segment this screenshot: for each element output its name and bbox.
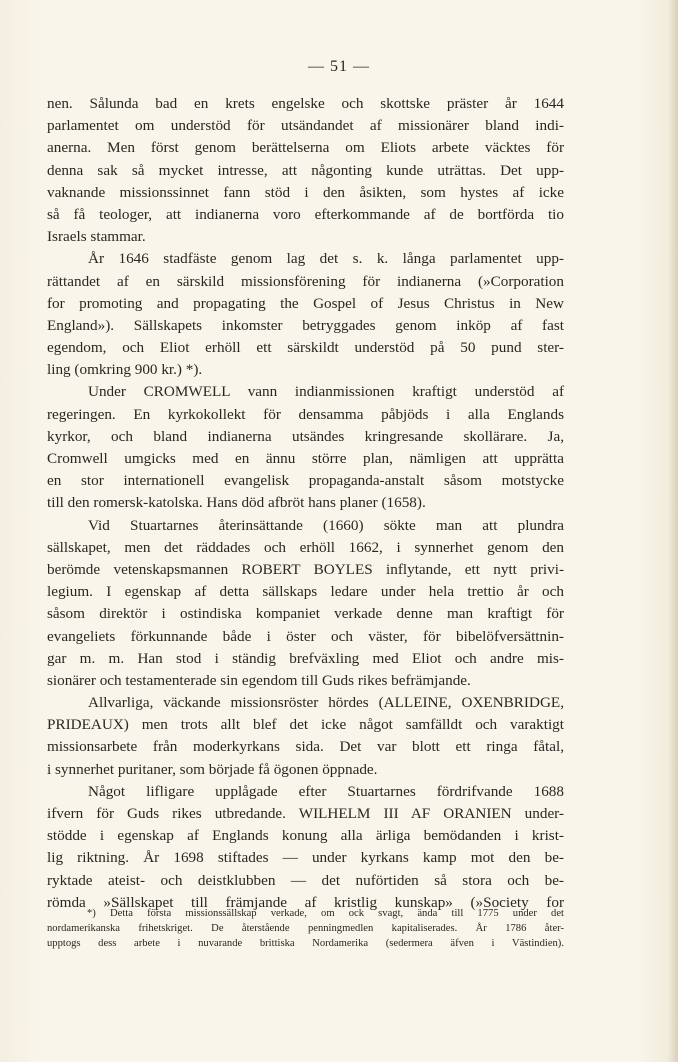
text-line: egendom, och Eliot erhöll ett särskildt understöd på 50 pund ster- [47,339,564,357]
text-line: lig riktning. År 1698 stiftades — under kyrkans kamp mot den be- [47,849,564,867]
text-line: en stor internationell evangelisk propaganda-anstalt såsom motstycke [47,472,564,490]
text-line: Vid Stuartarnes återinsättande (1660) sökte man att plundra [88,516,564,534]
text-line: nen. Sålunda bad en krets engelske och skottske präster år 1644 [47,95,564,112]
text-line: berömde vetenskapsmannen ROBERT BOYLES inflytande, ett nytt privi- [47,560,564,578]
text-line: såsom direktör i ostindiska kompaniet verkade denne man kraftigt för [47,605,564,623]
text-line: legium. I egenskap af detta sällskaps ledare under hela trettio år och [47,583,564,601]
text-line: anerna. Men först genom berättelserna om Eliots arbete väcktes för [47,139,564,157]
text-line: gar m. m. Han stod i ständig brefväxling med Eliot och andre mis- [47,649,564,667]
footnote-line: *) Detta första missionssällskap verkade, om ock svagt, ända till 1775 under det [87,908,564,919]
text-line: sällskapet, men det räddades och erhöll 1662, i synnerhet genom den [47,538,564,556]
text-line: PRIDEAUX) men trots allt blef det icke något samfälldt och varaktigt [47,716,564,734]
text-line: England»). Sällskapets inkomster betryggades genom inköp af fast [47,316,564,334]
text-line: Allvarliga, väckande missionsröster hördes (ALLEINE, OXENBRIDGE, [88,694,564,712]
text-line: for promoting and propagating the Gospel of Jesus Christus in New [47,294,564,312]
text-line: År 1646 stadfäste genom lag det s. k. långa parlamentet upp- [88,250,564,268]
footnote-line: nordamerikanska frihetskriget. De återstående penningmedlen kapitaliserades. År 1786 åter- [47,922,564,934]
text-line: denna sak så mycket intresse, att någonting kunde uträttas. Det upp- [47,161,564,179]
text-line: Något lifligare upplågade efter Stuartarnes fördrifvande 1688 [88,782,564,800]
page-number: — 51 — [308,58,370,75]
text-line: missionsarbete från moderkyrkans sida. Det var blott ett ringa fåtal, [47,738,564,756]
text-line: regeringen. En kyrkokollekt för densamma påbjöds i alla Englands [47,405,564,423]
text-line: Cromwell umgicks med en ännu större plan, nämligen att upprätta [47,450,564,467]
text-line: så få teologer, att indianerna voro efterkommande af de bortförda tio [47,205,564,223]
text-line: römda »Sällskapet till främjande af kristlig kunskap» (»Society for [47,893,564,911]
text-line: i synnerhet puritaner, som började få ögonen öppnade. [47,760,378,778]
footnote [47,907,564,951]
text-line: Under CROMWELL vann indianmissionen kraftigt understöd af [88,383,564,401]
text-line: till den romersk-katolska. Hans död afbröt hans planer (1658). [47,494,426,512]
text-line: ifvern för Guds rikes utbredande. WILHELM III AF ORANIEN under- [47,805,564,822]
text-line: evangeliets förkunnande både i öster och väster, för bibelöfversättnin- [47,627,564,645]
page-edge-shadow [668,0,678,1062]
text-line: rättandet af en särskild missionsförening för indianerna (»Corporation [47,272,564,290]
footnote-line: upptogs dess arbete i nuvarande brittiska Nordamerika (sedermera äfven i Västindien). [47,937,564,949]
text-line: kyrkor, och bland indianerna utsändes kringresande skollärare. Ja, [47,427,564,445]
text-line: Israels stammar. [47,228,146,246]
text-line: sionärer och testamenterade sin egendom till Guds rikes befrämjande. [47,671,471,689]
text-line: stödde i egenskap af Englands konung alla ärliga bemödanden i krist- [47,827,564,845]
text-line: ling (omkring 900 kr.) *). [47,361,203,379]
text-line: parlamentet om understöd för utsändandet af missionärer bland indi- [47,117,564,135]
text-line: ryktade ateist- och deistklubben — det nuförtiden så stora och be- [47,871,564,889]
text-line: vaknande missionssinnet fann stöd i den åsikten, som hystes af icke [47,183,564,201]
body-text [47,93,564,914]
